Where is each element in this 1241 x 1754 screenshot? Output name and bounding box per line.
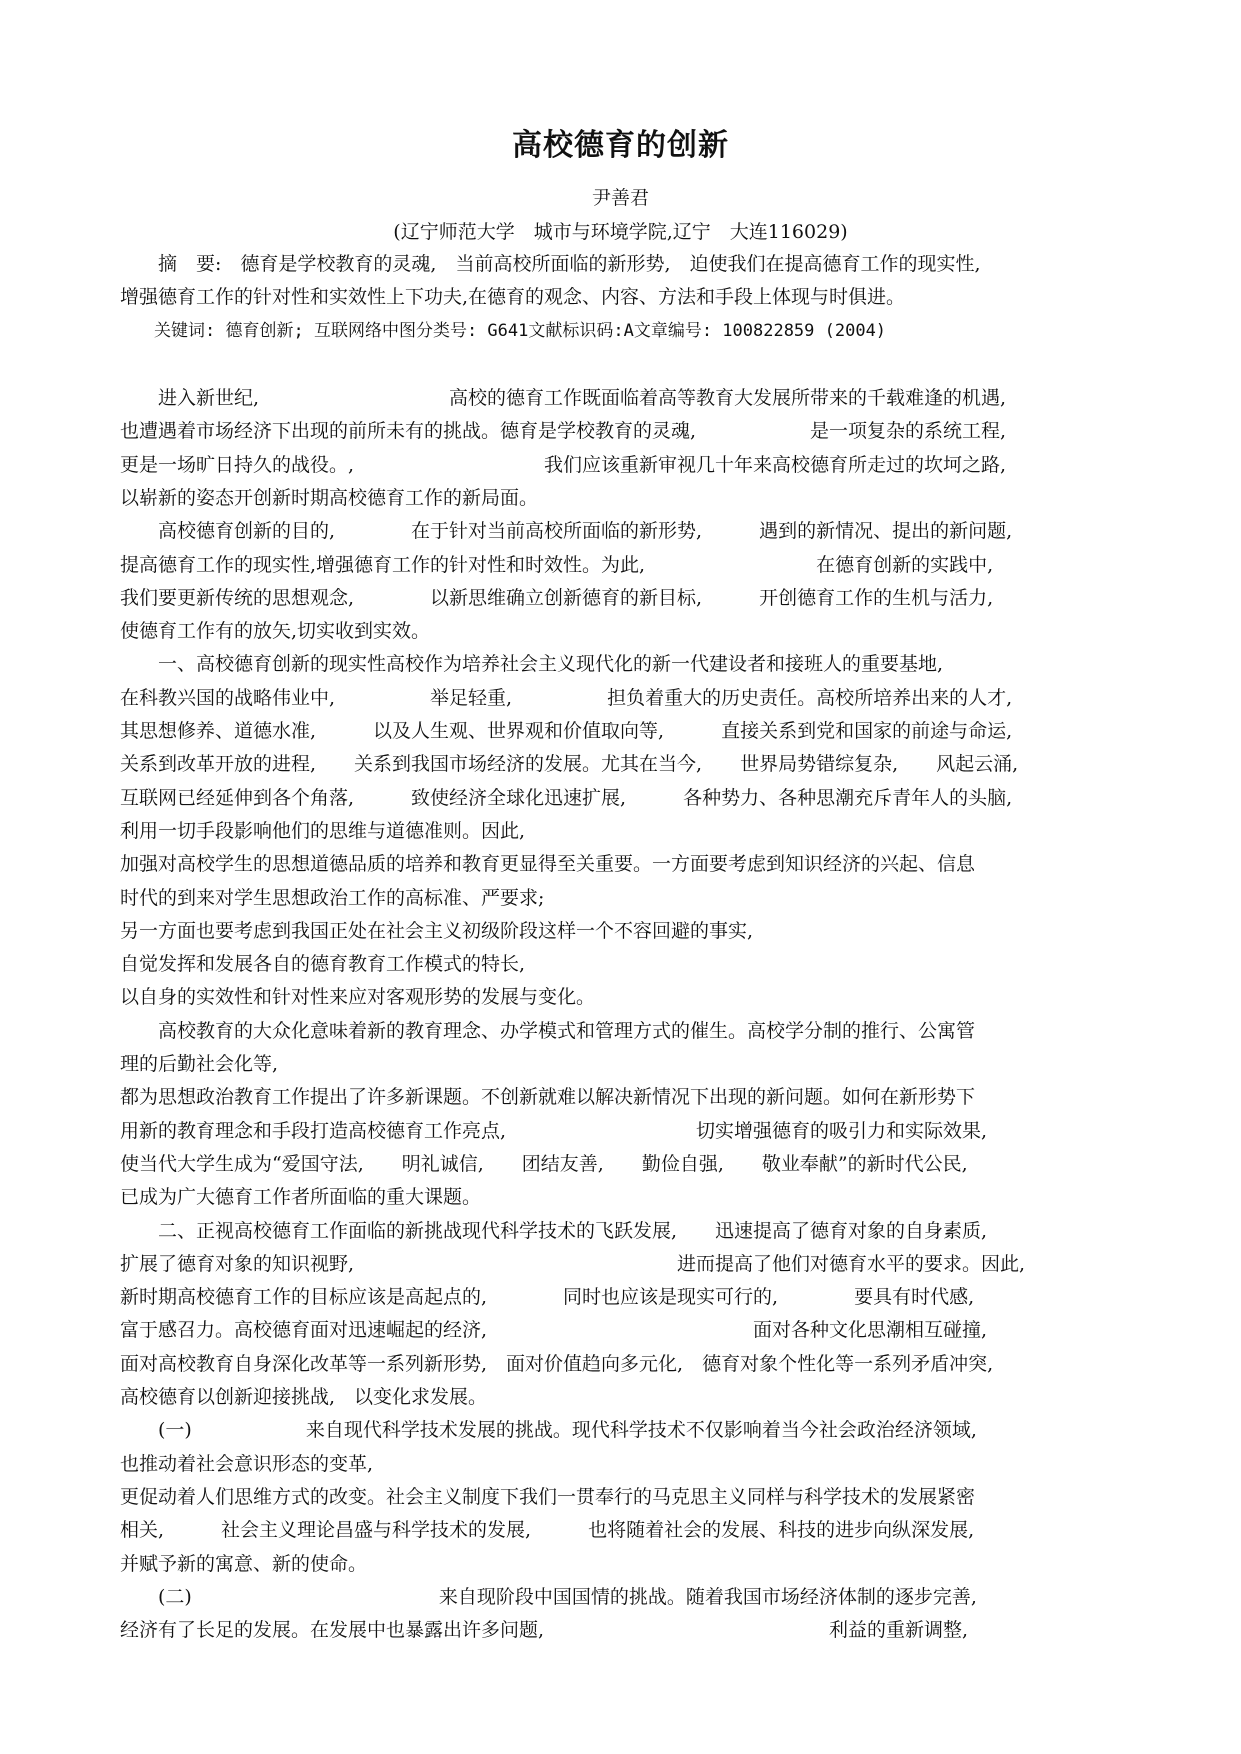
body-line: 理的后勤社会化等, xyxy=(120,1053,279,1075)
body-line: 新时期高校德育工作的目标应该是高起点的, 同时也应该是现实可行的, 要具有时代感, xyxy=(120,1286,975,1309)
author-affiliation: (辽宁师范大学 城市与环境学院,辽宁 大连116029) xyxy=(393,221,848,243)
abstract-line: 摘 要: 德育是学校教育的灵魂, 当前高校所面临的新形势, 迫使我们在提高德育工作的现实性, xyxy=(120,253,981,275)
body-line: 高校教育的大众化意味着新的教育理念、办学模式和管理方式的催生。高校学分制的推行、公寓管 xyxy=(120,1019,976,1042)
body-line: 以自身的实效性和针对性来应对客观形势的发展与变化。 xyxy=(120,986,596,1009)
body-line: 二、正视高校德育工作面临的新挑战现代科学技术的飞跃发展, 迅速提高了德育对象的自身素质, xyxy=(120,1219,988,1242)
body-line: 其思想修养、道德水准, 以及人生观、世界观和价值取向等, 直接关系到党和国家的前途与命运, xyxy=(120,720,1013,742)
keywords-line: 关键词: 德育创新; 互联网络中图分类号: G641文献标识码:A文章编号: 100822859 (2004) xyxy=(120,321,887,341)
body-line: 提高德育工作的现实性,增强德育工作的针对性和时效性。为此, 在德育创新的实践中, xyxy=(120,553,994,576)
body-line: 更促动着人们思维方式的改变。社会主义制度下我们一贯奉行的马克思主义同样与科学技术的发展紧密 xyxy=(120,1485,976,1508)
body-line: 时代的到来对学生思想政治工作的高标准、严要求; xyxy=(120,886,545,909)
body-line: 高校德育以创新迎接挑战, 以变化求发展。 xyxy=(120,1386,488,1408)
body-line: 另一方面也要考虑到我国正处在社会主义初级阶段这样一个不容回避的事实, xyxy=(120,919,754,942)
body-line: 关系到改革开放的进程, 关系到我国市场经济的发展。尤其在当今, 世界局势错综复杂, 风起云涌, xyxy=(120,753,1019,776)
body-line: 自觉发挥和发展各自的德育教育工作模式的特长, xyxy=(120,953,526,976)
body-line: 用新的教育理念和手段打造高校德育工作亮点, 切实增强德育的吸引力和实际效果, xyxy=(120,1119,988,1142)
body-line: 使当代大学生成为“爱国守法, 明礼诚信, 团结友善, 勤俭自强, 敬业奉献”的新时代公民, xyxy=(120,1152,968,1175)
body-line: 在科教兴国的战略伟业中, 举足轻重, 担负着重大的历史责任。高校所培养出来的人才, xyxy=(120,686,1013,709)
body-line: 更是一场旷日持久的战役。, 我们应该重新审视几十年来高校德育所走过的坎坷之路, xyxy=(120,453,1007,476)
body-line: 也遭遇着市场经济下出现的前所未有的挑战。德育是学校教育的灵魂, 是一项复杂的系统工程, xyxy=(120,420,1007,443)
body-line: 都为思想政治教育工作提出了许多新课题。不创新就难以解决新情况下出现的新问题。如何在新形势下 xyxy=(120,1086,976,1109)
body-line: 加强对高校学生的思想道德品质的培养和教育更显得至关重要。一方面要考虑到知识经济的兴起、信息 xyxy=(120,853,976,876)
body-line: (二) 来自现阶段中国国情的挑战。随着我国市场经济体制的逐步完善, xyxy=(120,1585,977,1608)
body-line: 进入新世纪, 高校的德育工作既面临着高等教育大发展所带来的千载难逢的机遇, xyxy=(120,387,1007,409)
body-line: 互联网已经延伸到各个角落, 致使经济全球化迅速扩展, 各种势力、各种思潮充斥青年人的头脑, xyxy=(120,786,1013,809)
body-line: 也推动着社会意识形态的变革, xyxy=(120,1452,374,1475)
body-line: (一) 来自现代科学技术发展的挑战。现代科学技术不仅影响着当今社会政治经济领域, xyxy=(120,1419,977,1442)
body-line: 面对高校教育自身深化改革等一系列新形势, 面对价值趋向多元化, 德育对象个性化等一系列矛盾冲突, xyxy=(120,1352,994,1375)
body-line: 并赋予新的寓意、新的使命。 xyxy=(120,1552,368,1575)
body-line: 我们要更新传统的思想观念, 以新思维确立创新德育的新目标, 开创德育工作的生机与活力, xyxy=(120,586,994,609)
body-line: 已成为广大德育工作者所面临的重大课题。 xyxy=(120,1186,482,1209)
author-name: 尹善君 xyxy=(591,187,649,209)
body-line: 使德育工作有的放矢,切实收到实效。 xyxy=(120,620,431,643)
page-title: 高校德育的创新 xyxy=(512,128,729,163)
body-line: 一、高校德育创新的现实性高校作为培养社会主义现代化的新一代建设者和接班人的重要基地, xyxy=(120,653,944,676)
body-line: 利用一切手段影响他们的思维与道德准则。因此, xyxy=(120,819,526,842)
body-line: 扩展了德育对象的知识视野, 进而提高了他们对德育水平的要求。因此, xyxy=(120,1252,1026,1275)
body-line: 高校德育创新的目的, 在于针对当前高校所面临的新形势, 遇到的新情况、提出的新问题, xyxy=(120,520,1013,543)
body-line: 富于感召力。高校德育面对迅速崛起的经济, 面对各种文化思潮相互碰撞, xyxy=(120,1319,988,1342)
abstract-line: 增强德育工作的针对性和实效性上下功夫,在德育的观念、内容、方法和手段上体现与时俱进。 xyxy=(120,286,906,308)
body-line: 相关, 社会主义理论昌盛与科学技术的发展, 也将随着社会的发展、科技的进步向纵深发展, xyxy=(120,1519,975,1542)
body-line: 以崭新的姿态开创新时期高校德育工作的新局面。 xyxy=(120,486,539,509)
body-line: 经济有了长足的发展。在发展中也暴露出许多问题, 利益的重新调整, xyxy=(120,1619,969,1642)
